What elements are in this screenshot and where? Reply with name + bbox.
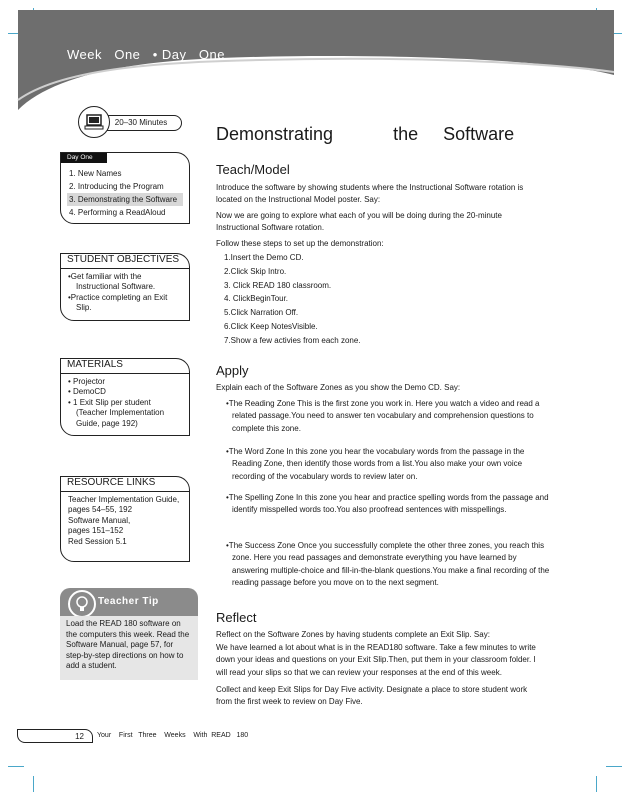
material-item: • DemoCD (68, 387, 106, 397)
page-number: 12 (17, 729, 93, 743)
setup-step: 6.Click Keep NotesVisible. (224, 321, 318, 331)
resource-line: pages 151–152 (68, 526, 124, 536)
apply-heading: Apply (216, 363, 249, 378)
crop-mark (8, 766, 24, 767)
agenda-item: 1. New Names (69, 169, 122, 178)
resource-line: Software Manual, (68, 515, 131, 525)
resource-links-heading: RESOURCE LINKS (61, 477, 189, 492)
agenda-item: 4. Performing a ReadAloud (69, 208, 166, 217)
day-agenda-panel (60, 152, 190, 224)
crop-mark (33, 776, 34, 792)
material-item: • 1 Exit Slip per student (Teacher Implementation Guide, page 192) (68, 397, 165, 428)
resource-line: Red Session 5.1 (68, 536, 127, 546)
computer-icon (78, 106, 110, 138)
setup-step: 7.Show a few activies from each zone. (224, 335, 361, 345)
agenda-item: 2. Introducing the Program (69, 182, 164, 191)
agenda-item-current: 3. Demonstrating the Software (67, 193, 183, 206)
setup-step: 3. Click READ 180 classroom. (224, 280, 332, 290)
material-item: • Projector (68, 376, 106, 386)
reflect-paragraph: Reflect on the Software Zones by having students complete an Exit Slip. Say: (216, 630, 490, 639)
resource-links-panel (60, 476, 190, 562)
materials-panel (60, 358, 190, 436)
time-badge (78, 112, 186, 132)
objective-item: •Practice completing an Exit Slip. (68, 292, 168, 313)
student-objectives-panel (60, 253, 190, 321)
week-day-label: Week One • Day One (67, 47, 225, 62)
teach-model-paragraph: Introduce the software by showing students where the Instructional Software rotation is located on the Instructional Model poster. Say: (216, 183, 524, 205)
setup-step: 5.Click Narration Off. (224, 308, 299, 318)
setup-step: 4. ClickBeginTour. (224, 294, 289, 304)
zone-spelling: •The Spelling Zone In this zone you hear and practice spelling words from the passage and identify misspelled words too.You also proofread sentences with misspellings. (226, 493, 549, 515)
zone-reading: •The Reading Zone This is the first zone you work in. Here you watch a video and read a related passage.You need to answer ten vocabulary and comprehension questions to complete this zone. (226, 399, 540, 433)
crop-mark (606, 766, 622, 767)
teacher-tip-header (60, 588, 198, 616)
teacher-tip-title: Teacher Tip (98, 596, 159, 607)
objectives-heading: STUDENT OBJECTIVES (61, 254, 189, 269)
teach-model-paragraph: Follow these steps to set up the demonstration: (216, 239, 384, 248)
page-title: Demonstrating the Software (216, 124, 515, 144)
teacher-tip-body: Load the READ 180 software on the computers this week. Read the Software Manual, page 57, for step-by-step directions on how to add a student. (60, 616, 198, 680)
time-label: 20–30 Minutes (100, 115, 182, 131)
day-tab: Day One (61, 153, 107, 163)
objective-item: •Get familiar with the Instructional Software. (68, 271, 156, 292)
apply-intro: Explain each of the Software Zones as you show the Demo CD. Say: (216, 383, 461, 392)
resource-line: Teacher Implementation Guide, (68, 494, 180, 504)
reflect-paragraph: We have learned a lot about what is in the READ180 software. Take a few minutes to write down your ideas and questions on your Exit Slip.Then, put them in your classroom folder. I will read your slips so that we can review your responses at the end of this week. (216, 643, 536, 677)
resource-line: pages 54–55, 192 (68, 505, 133, 515)
zone-word: •The Word Zone In this zone you hear the vocabulary words from the passage in the Reading Zone, then identify those words from a list.You also make your own voice recording of the vocabulary words to review later on. (226, 447, 525, 481)
footer-title: Your First Three Weeks With READ 180 (97, 732, 249, 739)
materials-heading: MATERIALS (61, 359, 189, 374)
setup-step: 2.Click Skip Intro. (224, 266, 287, 276)
lightbulb-icon (68, 590, 96, 618)
zone-success: •The Success Zone Once you successfully complete the other three zones, you reach this zone. Here you read passages and demonstrate everything you have learned by answering multiple-choice and fill-in-the-blank questions.You make a final recording of the reading passage before you move on to the next segment. (226, 541, 550, 588)
reflect-paragraph: Collect and keep Exit Slips for Day Five activity. Designate a place to store student work from the first week to review on Day Five. (216, 685, 528, 707)
teach-model-paragraph: Now we are going to explore what each of you will be doing during the 20-minute Instructional Software rotation. (216, 211, 502, 233)
teach-model-heading: Teach/Model (216, 162, 290, 177)
reflect-heading: Reflect (216, 610, 257, 625)
agenda-list (67, 167, 183, 219)
crop-mark (596, 776, 597, 792)
setup-steps-list (224, 251, 361, 348)
setup-step: 1.Insert the Demo CD. (224, 253, 304, 262)
